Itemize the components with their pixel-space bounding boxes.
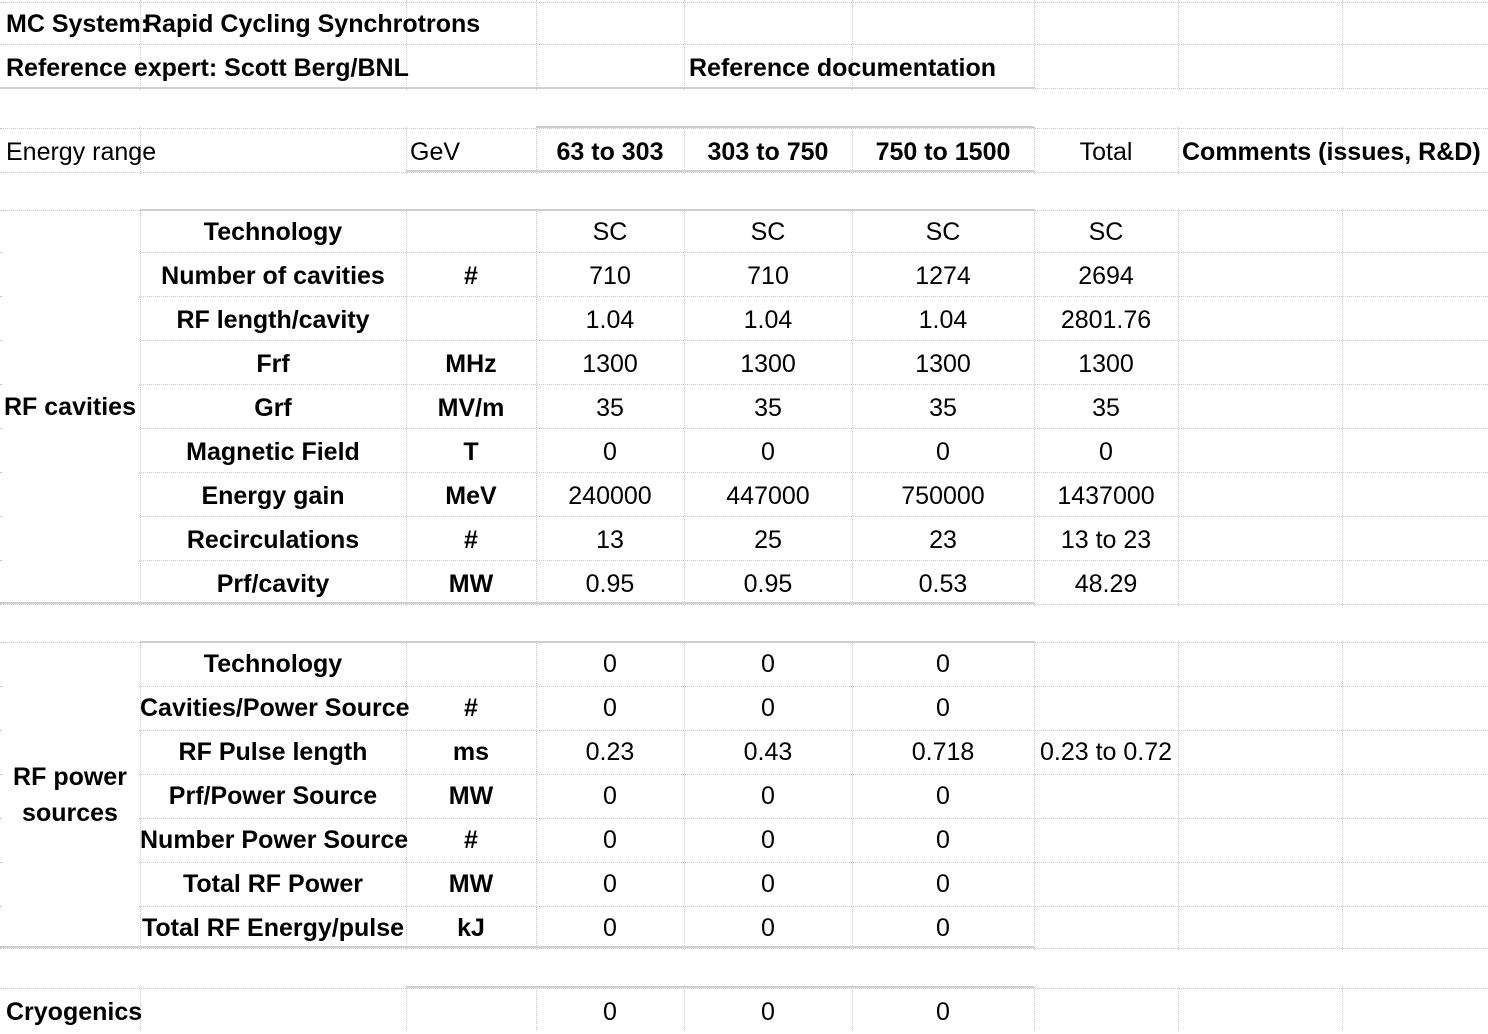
rf-cavities-v1-cell: 240000 bbox=[568, 482, 652, 510]
rf-cavities-v3-cell: 35 bbox=[929, 394, 957, 422]
rf-cavities-total-cell: 2694 bbox=[1078, 262, 1134, 290]
rf-power-v2-cell: 0 bbox=[761, 914, 775, 942]
rf-power-param-cell: Number Power Source bbox=[140, 826, 409, 854]
rf-cavities-v2-cell: 710 bbox=[747, 262, 789, 290]
rf-power-param-cell: Total RF Energy/pulse bbox=[141, 914, 405, 942]
rf-cavities-total-cell: 13 to 23 bbox=[1060, 526, 1152, 554]
rf-power-v2-cell: 0 bbox=[761, 826, 775, 854]
rf-cavities-param-cell: Technology bbox=[203, 218, 343, 246]
rf-power-total-cell bbox=[1034, 774, 1178, 818]
rf-cavities-unit-cell: # bbox=[464, 262, 478, 290]
rf-cavities-v3-cell: 0.53 bbox=[918, 570, 968, 598]
rf-cavities-v1-cell: 710 bbox=[589, 262, 631, 290]
rf-cavities-unit-cell bbox=[406, 298, 536, 342]
rf-power-total-cell bbox=[1034, 686, 1178, 730]
rf-power-param-cell: RF Pulse length bbox=[178, 738, 368, 766]
rf-power-param-cell: Technology bbox=[203, 650, 343, 678]
rf-cavities-v2-cell: 25 bbox=[754, 526, 782, 554]
rf-cavities-unit-cell: MV/m bbox=[437, 394, 505, 422]
energy-range-1: 63 to 303 bbox=[556, 138, 664, 166]
cryogenics-v2: 0 bbox=[761, 998, 775, 1026]
rf-cavities-v2-cell: 0 bbox=[761, 438, 775, 466]
rf-cavities-total-cell: 48.29 bbox=[1074, 570, 1138, 598]
rf-power-v1-cell: 0 bbox=[603, 826, 617, 854]
rf-power-v3-cell: 0 bbox=[936, 650, 950, 678]
rf-cavities-v1-cell: 0.95 bbox=[585, 570, 635, 598]
rf-power-unit-cell: kJ bbox=[457, 914, 485, 942]
rf-cavities-param-cell: Frf bbox=[256, 350, 290, 378]
rf-cavities-total-cell: 1300 bbox=[1078, 350, 1134, 378]
rf-cavities-param-cell: Prf/cavity bbox=[216, 570, 330, 598]
rf-cavities-param-cell: Grf bbox=[254, 394, 292, 422]
rf-cavities-unit-cell bbox=[406, 210, 536, 254]
rf-cavities-param-cell: RF length/cavity bbox=[176, 306, 370, 334]
rf-power-v3-cell: 0 bbox=[936, 782, 950, 810]
rf-cavities-v2-cell: 447000 bbox=[726, 482, 810, 510]
rf-power-v3-cell: 0 bbox=[936, 694, 950, 722]
rf-power-v2-cell: 0 bbox=[761, 650, 775, 678]
rf-cavities-total-cell: SC bbox=[1088, 218, 1124, 246]
rf-cavities-total-cell: 1437000 bbox=[1057, 482, 1155, 510]
rf-cavities-v2-cell: SC bbox=[750, 218, 786, 246]
rf-power-total-cell bbox=[1034, 642, 1178, 686]
rf-cavities-v1-cell: SC bbox=[592, 218, 628, 246]
rf-power-label-line2: sources bbox=[22, 799, 118, 827]
rf-power-unit-cell bbox=[406, 642, 536, 686]
rf-power-sources-group-label bbox=[0, 644, 140, 946]
rf-power-v1-cell: 0 bbox=[603, 694, 617, 722]
rf-cavities-unit-cell: # bbox=[464, 526, 478, 554]
rf-power-v3-cell: 0.718 bbox=[911, 738, 975, 766]
rf-cavities-v2-cell: 1300 bbox=[740, 350, 796, 378]
cryogenics-label: Cryogenics bbox=[6, 998, 143, 1026]
rf-cavities-unit-cell: MHz bbox=[445, 350, 497, 378]
rf-cavities-param-cell: Magnetic Field bbox=[186, 438, 360, 466]
rf-cavities-v3-cell: 1274 bbox=[915, 262, 971, 290]
cryogenics-v1: 0 bbox=[603, 998, 617, 1026]
mc-system-value: Rapid Cycling Synchrotrons bbox=[144, 10, 481, 38]
cryogenics-v3: 0 bbox=[936, 998, 950, 1026]
rf-cavities-unit-cell: MeV bbox=[445, 482, 497, 510]
rf-cavities-v3-cell: 23 bbox=[929, 526, 957, 554]
rf-cavities-v2-cell: 35 bbox=[754, 394, 782, 422]
rf-cavities-v2-cell: 0.95 bbox=[743, 570, 793, 598]
rf-cavities-v3-cell: SC bbox=[925, 218, 961, 246]
rf-power-v1-cell: 0 bbox=[603, 782, 617, 810]
rf-cavities-total-cell: 2801.76 bbox=[1060, 306, 1152, 334]
energy-range-2: 303 to 750 bbox=[707, 138, 829, 166]
rf-power-total-cell bbox=[1034, 862, 1178, 906]
rf-cavities-unit-cell: T bbox=[463, 438, 479, 466]
reference-documentation: Reference documentation bbox=[689, 54, 997, 82]
rf-cavities-v1-cell: 1.04 bbox=[585, 306, 635, 334]
rf-power-unit-cell: # bbox=[464, 694, 478, 722]
rf-power-param-cell: Total RF Power bbox=[182, 870, 364, 898]
rf-power-unit-cell: # bbox=[464, 826, 478, 854]
energy-unit: GeV bbox=[410, 138, 461, 166]
rf-power-v3-cell: 0 bbox=[936, 914, 950, 942]
rf-cavities-param-cell: Number of cavities bbox=[161, 262, 385, 290]
rf-power-unit-cell: MW bbox=[448, 782, 494, 810]
rf-power-v1-cell: 0 bbox=[603, 870, 617, 898]
rf-cavities-v1-cell: 1300 bbox=[582, 350, 638, 378]
rf-cavities-v1-cell: 35 bbox=[596, 394, 624, 422]
rf-cavities-param-cell: Recirculations bbox=[186, 526, 360, 554]
rf-cavities-v1-cell: 0 bbox=[603, 438, 617, 466]
rf-power-v3-cell: 0 bbox=[936, 826, 950, 854]
rf-power-param-cell: Cavities/Power Source bbox=[140, 694, 410, 722]
rf-power-v2-cell: 0 bbox=[761, 782, 775, 810]
energy-range-label: Energy range bbox=[6, 138, 157, 166]
rf-power-total-cell: 0.23 to 0.72 bbox=[1039, 738, 1173, 766]
rf-power-unit-cell: MW bbox=[448, 870, 494, 898]
energy-range-3: 750 to 1500 bbox=[875, 138, 1011, 166]
rf-power-v2-cell: 0 bbox=[761, 870, 775, 898]
rf-power-v2-cell: 0 bbox=[761, 694, 775, 722]
rf-cavities-group-label: RF cavities bbox=[3, 393, 136, 421]
rf-power-total-cell bbox=[1034, 818, 1178, 862]
rf-cavities-v3-cell: 1300 bbox=[915, 350, 971, 378]
rf-cavities-param-cell: Energy gain bbox=[201, 482, 345, 510]
rf-cavities-v3-cell: 1.04 bbox=[918, 306, 968, 334]
rf-power-v3-cell: 0 bbox=[936, 870, 950, 898]
reference-expert: Reference expert: Scott Berg/BNL bbox=[6, 54, 409, 82]
rf-power-param-cell: Prf/Power Source bbox=[168, 782, 378, 810]
rf-power-total-cell bbox=[1034, 906, 1178, 950]
rf-cavities-total-cell: 0 bbox=[1099, 438, 1113, 466]
rf-cavities-v3-cell: 750000 bbox=[901, 482, 985, 510]
rf-power-v2-cell: 0.43 bbox=[743, 738, 793, 766]
rf-power-v1-cell: 0 bbox=[603, 914, 617, 942]
rf-cavities-unit-cell: MW bbox=[448, 570, 494, 598]
rf-power-v1-cell: 0.23 bbox=[585, 738, 635, 766]
total-label: Total bbox=[1079, 138, 1133, 166]
comments-label: Comments (issues, R&D) bbox=[1182, 138, 1481, 166]
rf-cavities-total-cell: 35 bbox=[1092, 394, 1120, 422]
mc-system-label: MC System: bbox=[6, 10, 150, 38]
rf-power-v1-cell: 0 bbox=[603, 650, 617, 678]
rf-cavities-v2-cell: 1.04 bbox=[743, 306, 793, 334]
rf-cavities-v1-cell: 13 bbox=[596, 526, 624, 554]
rf-power-unit-cell: ms bbox=[452, 738, 490, 766]
rf-cavities-v3-cell: 0 bbox=[936, 438, 950, 466]
rf-power-label-line1: RF power bbox=[13, 763, 127, 791]
